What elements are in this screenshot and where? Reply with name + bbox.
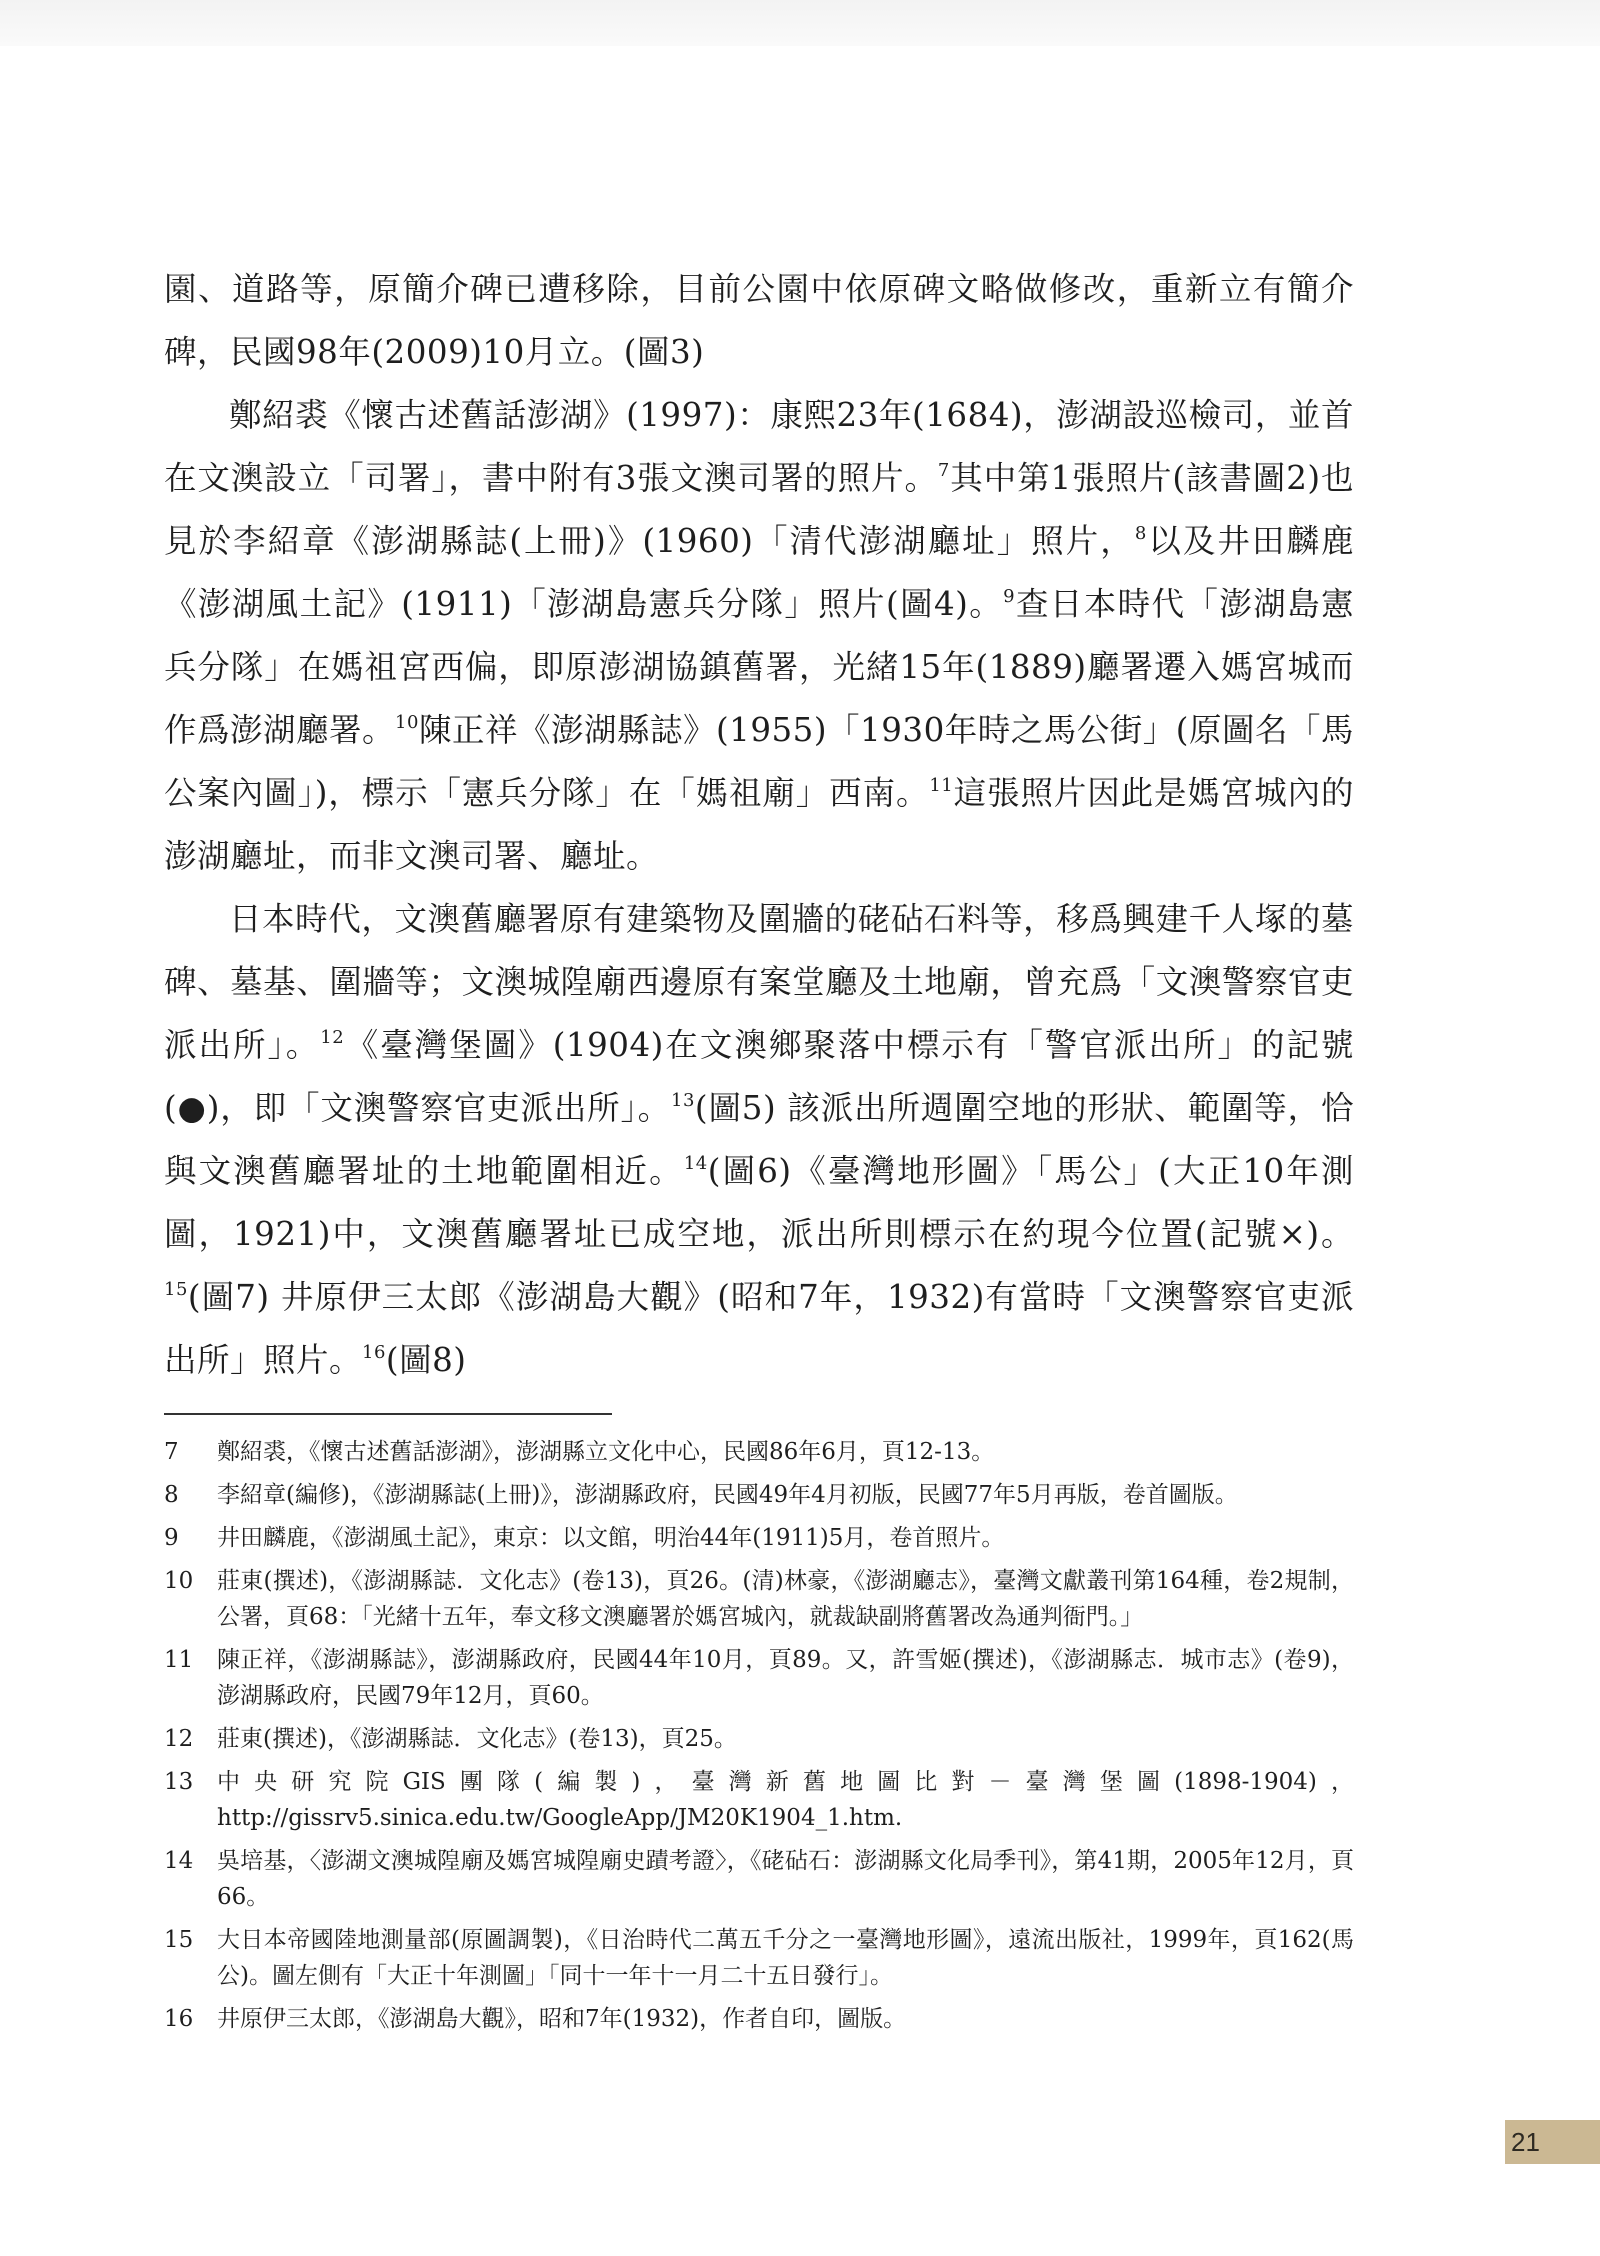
paragraph-text: 這張照片因此是媽宮城內的澎湖廳址，而非文澳司署、廳址。 bbox=[164, 774, 1354, 875]
footnote-number: 9 bbox=[164, 1525, 179, 1551]
paragraph-text: 陳正祥《澎湖縣誌》(1955)「1930年時之馬公街」(原圖名「馬公案內圖」)，標示「憲兵分隊」在「媽祖廟」西南。 bbox=[164, 711, 1354, 812]
footnote-number: 8 bbox=[164, 1482, 179, 1508]
footnote bbox=[164, 1721, 1354, 1757]
scan-edge bbox=[0, 0, 1600, 46]
footnote bbox=[164, 1642, 1354, 1714]
body-paragraph bbox=[164, 258, 1354, 384]
paragraph-text: 日本時代，文澳舊廳署原有建築物及圍牆的硓砧石料等，移爲興建千人塚的墓碑、墓基、圍牆等；文澳城隍廟西邊原有案堂廳及土地廟，曾充爲「文澳警察官吏派出所」。 bbox=[164, 900, 1354, 1064]
footnote-text: 鄭紹裘，《懷古述舊話澎湖》，澎湖縣立文化中心，民國86年6月，頁12-13。 bbox=[217, 1439, 995, 1465]
paragraph-text: 其中第1張照片(該書圖2)也見於李紹章《澎湖縣誌(上冊)》(1960)「清代澎湖廳址」照片， bbox=[164, 459, 1354, 560]
body-paragraph bbox=[164, 888, 1354, 1392]
footnote-number: 13 bbox=[164, 1769, 194, 1795]
footnote-number: 15 bbox=[164, 1927, 194, 1953]
paragraph-text: (圖8) bbox=[385, 1341, 467, 1379]
footnote-ref: 11 bbox=[929, 775, 954, 796]
footnote-text: 中央研究院GIS團隊(編製)，臺灣新舊地圖比對－臺灣堡圖(1898-1904)，http://gissrv5.sinica.edu.tw/GoogleApp/JM20K1904_1.htm. bbox=[217, 1769, 1354, 1831]
footnote bbox=[164, 1764, 1354, 1836]
paragraph-text: 園、道路等，原簡介碑已遭移除，目前公園中依原碑文略做修改，重新立有簡介碑，民國98年(2009)10月立。(圖3) bbox=[164, 270, 1354, 371]
footnote-number: 16 bbox=[164, 2006, 194, 2032]
footnote-text: 莊東(撰述)，《澎湖縣誌．文化志》(卷13)，頁26。(清)林豪，《澎湖廳志》，臺灣文獻叢刊第164種，卷2規制，公署，頁68：「光緒十五年，奉文移文澳廳署於媽宮城內，就裁缺副將舊署改為通判衙門。」 bbox=[217, 1568, 1354, 1630]
footnote-ref: 15 bbox=[164, 1279, 188, 1300]
paragraph-text: 查日本時代「澎湖島憲兵分隊」在媽祖宮西偏，即原澎湖協鎮舊署，光緒15年(1889)廳署遷入媽宮城而作爲澎湖廳署。 bbox=[164, 585, 1354, 749]
paragraph-text: 以及井田麟鹿《澎湖風土記》(1911)「澎湖島憲兵分隊」照片(圖4)。 bbox=[164, 522, 1354, 623]
footnote-number: 10 bbox=[164, 1568, 194, 1594]
footnote-ref: 13 bbox=[671, 1090, 695, 1111]
paragraph-text: 鄭紹裘《懷古述舊話澎湖》(1997)：康熙23年(1684)，澎湖設巡檢司，並首在文澳設立「司署」，書中附有3張文澳司署的照片。 bbox=[164, 396, 1354, 497]
footnote-number: 11 bbox=[164, 1647, 194, 1673]
paragraph-text: (圖6)《臺灣地形圖》「馬公」(大正10年測圖，1921)中，文澳舊廳署址已成空地，派出所則標示在約現今位置(記號×)。 bbox=[164, 1152, 1354, 1253]
footnote-ref: 7 bbox=[937, 460, 950, 481]
footnote-ref: 12 bbox=[320, 1027, 345, 1048]
footnote-ref: 10 bbox=[395, 712, 419, 733]
footnote-text: 莊東(撰述)，《澎湖縣誌．文化志》(卷13)，頁25。 bbox=[217, 1726, 737, 1752]
paragraph-text: (圖7) 井原伊三太郎《澎湖島大觀》(昭和7年，1932)有當時「文澳警察官吏派出所」照片。 bbox=[164, 1278, 1354, 1379]
footnote-ref: 16 bbox=[362, 1342, 386, 1363]
footnote bbox=[164, 1563, 1354, 1635]
footnote-text: 井原伊三太郎，《澎湖島大觀》，昭和7年(1932)，作者自印，圖版。 bbox=[217, 2006, 907, 2032]
paragraph-text: (圖5) 該派出所週圍空地的形狀、範圍等，恰與文澳舊廳署址的土地範圍相近。 bbox=[164, 1089, 1355, 1190]
paragraph-text: 《臺灣堡圖》(1904)在文澳鄉聚落中標示有「警官派出所」的記號(●)，即「文澳警察官吏派出所」。 bbox=[164, 1026, 1354, 1127]
footnote-number: 7 bbox=[164, 1439, 179, 1465]
footnote-ref: 9 bbox=[1003, 586, 1016, 607]
footnote-text: 陳正祥，《澎湖縣誌》，澎湖縣政府，民國44年10月，頁89。又，許雪姬(撰述)，《澎湖縣志．城市志》(卷9)，澎湖縣政府，民國79年12月，頁60。 bbox=[217, 1647, 1354, 1709]
footnote-ref: 8 bbox=[1134, 523, 1147, 544]
footnotes bbox=[164, 1434, 1354, 2044]
footnote-text: 大日本帝國陸地測量部(原圖調製)，《日治時代二萬五千分之一臺灣地形圖》，遠流出版社，1999年，頁162(馬公)。圖左側有「大正十年測圖」「同十一年十一月二十五日發行」。 bbox=[217, 1927, 1354, 1989]
footnote bbox=[164, 1477, 1354, 1513]
footnote-text: 井田麟鹿，《澎湖風土記》，東京：以文館，明治44年(1911)5月，卷首照片。 bbox=[217, 1525, 1005, 1551]
footnote bbox=[164, 1434, 1354, 1470]
footnote bbox=[164, 1520, 1354, 1556]
page-number: 21 bbox=[1505, 2120, 1600, 2164]
body-text bbox=[164, 258, 1354, 1392]
footnote bbox=[164, 1922, 1354, 1994]
footnote bbox=[164, 2001, 1354, 2037]
footnote bbox=[164, 1843, 1354, 1915]
footnote-number: 14 bbox=[164, 1848, 194, 1874]
footnote-ref: 14 bbox=[683, 1153, 708, 1174]
footnote-separator bbox=[164, 1413, 612, 1415]
footnote-text: 吳培基，〈澎湖文澳城隍廟及媽宮城隍廟史蹟考證〉，《硓砧石：澎湖縣文化局季刊》，第41期，2005年12月，頁66。 bbox=[217, 1848, 1354, 1910]
footnote-number: 12 bbox=[164, 1726, 194, 1752]
body-paragraph bbox=[164, 384, 1354, 888]
footnote-text: 李紹章(編修)，《澎湖縣誌(上冊)》，澎湖縣政府，民國49年4月初版，民國77年5月再版，卷首圖版。 bbox=[217, 1482, 1238, 1508]
